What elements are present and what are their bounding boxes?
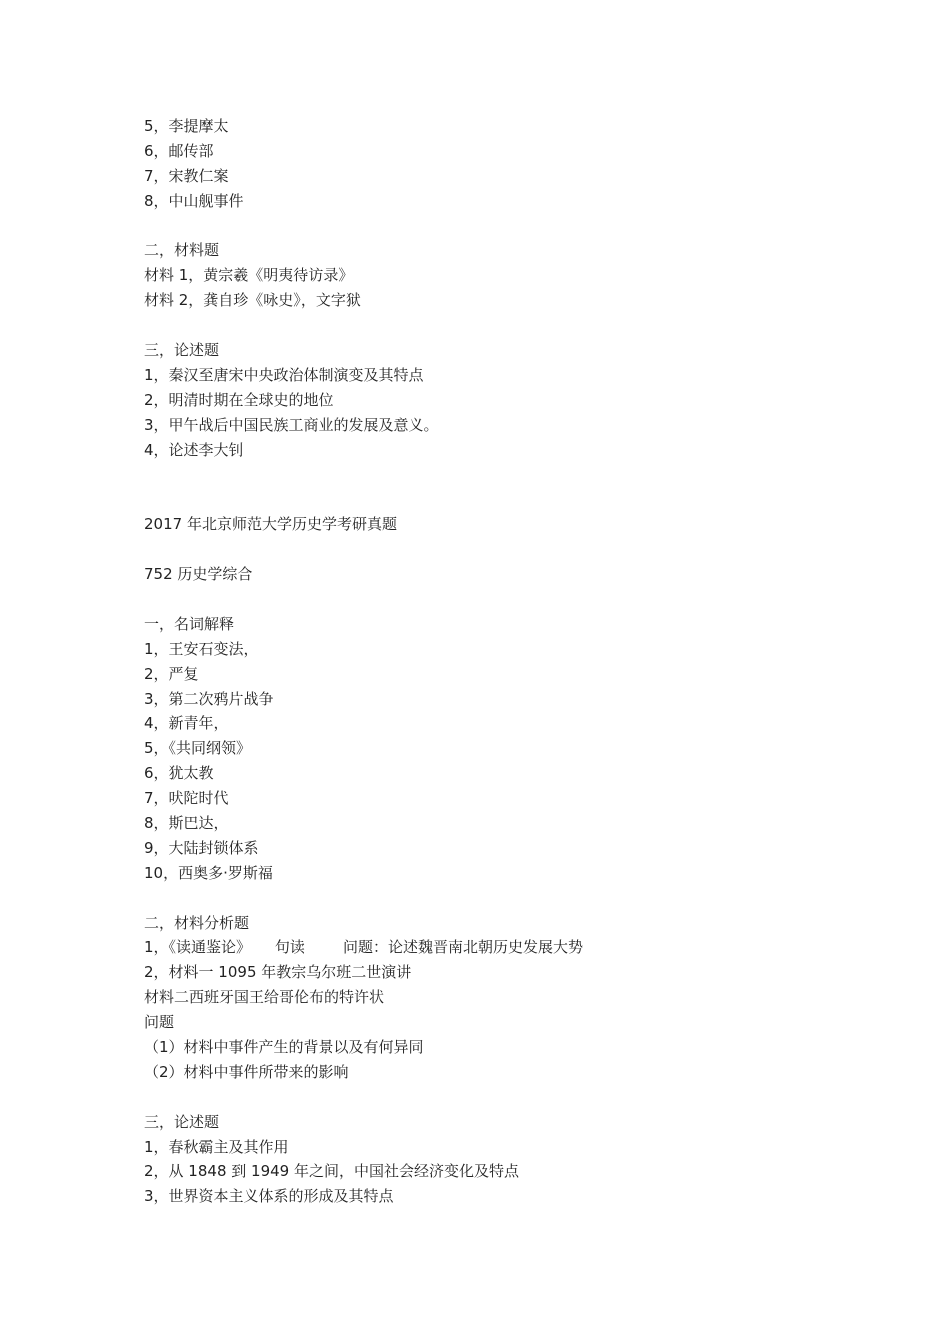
spacer xyxy=(144,214,864,239)
section-heading: 一，名词解释 xyxy=(144,614,235,633)
list-item: 7，吠陀时代 xyxy=(144,789,229,808)
list-item: 3，世界资本主义体系的形成及其特点 xyxy=(144,1187,394,1206)
list-item: 2，从 1848 到 1949 年之间，中国社会经济变化及特点 xyxy=(144,1162,519,1181)
section-heading: 二，材料题 xyxy=(144,241,220,260)
list-item: 2，材料一 1095 年教宗乌尔班二世演讲 xyxy=(144,963,412,982)
spacer xyxy=(144,462,864,512)
list-item: 5，李提摩太 xyxy=(144,117,229,135)
list-item: 9，大陆封锁体系 xyxy=(144,838,259,857)
list-item: 材料二西班牙国王给哥伦布的特许状 xyxy=(144,988,385,1007)
section-heading: 三，论述题 xyxy=(144,341,220,360)
list-item: 6，犹太教 xyxy=(144,764,214,783)
list-item: 7，宋教仁案 xyxy=(144,166,229,185)
section-heading: 三，论述题 xyxy=(144,1112,220,1131)
spacer xyxy=(144,313,864,338)
list-item: 2，明清时期在全球史的地位 xyxy=(144,390,334,409)
list-item: 材料 2，龚自珍《咏史》，文字狱 xyxy=(144,291,361,310)
list-item: （1）材料中事件产生的背景以及有何异同 xyxy=(144,1037,424,1056)
list-item: （2）材料中事件所带来的影响 xyxy=(144,1062,349,1081)
section-heading: 二，材料分析题 xyxy=(144,913,250,932)
list-item: 8，中山舰事件 xyxy=(144,191,244,210)
list-item: 3，甲午战后中国民族工商业的发展及意义。 xyxy=(144,415,439,434)
list-item: 1，王安石变法， xyxy=(144,639,259,658)
document-page xyxy=(144,114,864,1209)
list-item: 5，《共同纲领》 xyxy=(144,739,252,758)
list-item: 4，新青年， xyxy=(144,714,229,733)
document-title: 2017 年北京师范大学历史学考研真题 xyxy=(144,515,397,534)
list-item: 4，论述李大钊 xyxy=(144,440,244,459)
list-item: 1，春秋霸主及其作用 xyxy=(144,1137,289,1156)
list-item: 8，斯巴达， xyxy=(144,813,229,832)
spacer xyxy=(144,537,864,562)
spacer xyxy=(144,1085,864,1110)
list-item: 3，第二次鸦片战争 xyxy=(144,689,274,708)
list-item: 材料 1，黄宗羲《明夷待访录》 xyxy=(144,266,354,285)
spacer xyxy=(144,886,864,911)
spacer xyxy=(144,587,864,612)
terms-list-continued xyxy=(144,114,864,214)
list-item: 问题 xyxy=(144,1013,175,1032)
subject-title: 752 历史学综合 xyxy=(144,565,253,584)
list-item: 1，《读通鉴论》 句读 问题：论述魏晋南北朝历史发展大势 xyxy=(144,938,584,957)
list-item: 1，秦汉至唐宋中央政治体制演变及其特点 xyxy=(144,365,424,384)
list-item: 10，西奥多·罗斯福 xyxy=(144,863,273,882)
list-item: 6，邮传部 xyxy=(144,141,214,160)
list-item: 2，严复 xyxy=(144,664,199,683)
